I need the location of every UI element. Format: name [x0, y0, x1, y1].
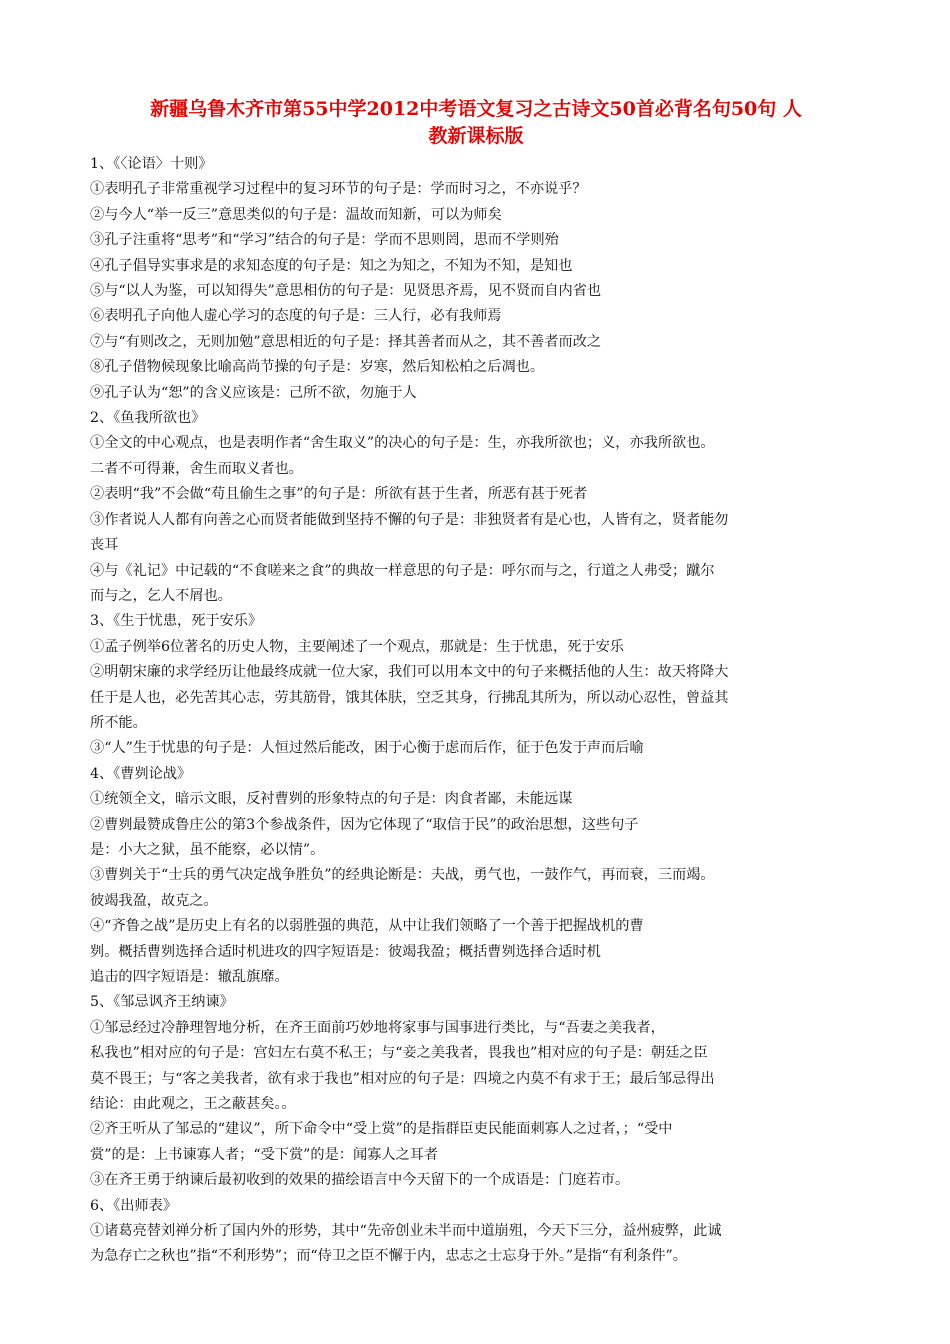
- text-line: 任于是人也，必先苦其心志，劳其筋骨，饿其体肤，空乏其身，行拂乱其所为，所以动心忍性，曾益其: [90, 689, 729, 706]
- text-line: ④“齐鲁之战”是历史上有名的以弱胜强的典范，从中让我们领略了一个善于把握战机的曹: [90, 918, 644, 935]
- text-line: ②齐王听从了邹忌的“建议”，所下命令中“受上赏”的是指群臣吏民能面刺寡人之过者，；“受中: [90, 1121, 673, 1138]
- text-line: ⑦与“有则改之，无则加勉”意思相近的句子是：择其善者而从之，其不善者而改之: [90, 333, 602, 350]
- text-line: ①统领全文，暗示文眼，反衬曹刿的形象特点的句子是：肉食者鄙，未能远谋: [90, 791, 573, 808]
- text-line: 刿。概括曹刿选择合适时机进攻的四字短语是：彼竭我盈；概括曹刿选择合适时机: [90, 943, 601, 960]
- text-line: 追击的四字短语是：辙乱旗靡。: [90, 969, 289, 985]
- text-line: 为急存亡之秋也”指“不利形势”；而“侍卫之臣不懈于内，忠志之士忘身于外。”是指“有利条件”。: [90, 1248, 687, 1265]
- text-line: ②曹刿最赞成鲁庄公的第3个参战条件，因为它体现了“取信于民”的政治思想，这些句子: [90, 816, 639, 833]
- document-page: [90, 96, 862, 1270]
- text-line: ③“人”生于忧患的句子是：人恒过然后能改，困于心衡于虑而后作，征于色发于声而后喻: [90, 740, 644, 757]
- text-line: ①孟子例举6位著名的历史人物，主要阐述了一个观点，那就是：生于忧患，死于安乐: [90, 638, 624, 655]
- text-line: ③在齐王勇于纳谏后最初收到的效果的描绘语言中今天留下的一个成语是：门庭若市。: [90, 1172, 630, 1189]
- text-line: ⑧孔子借物候现象比喻高尚节操的句子是：岁寒，然后知松柏之后凋也。: [90, 359, 545, 376]
- text-line: ⑨孔子认为“恕”的含义应该是：己所不欲，勿施于人: [90, 384, 417, 401]
- text-line: 赏”的是：上书谏寡人者；“受下赏”的是：闻寡人之耳者: [90, 1146, 439, 1163]
- text-line: ①诸葛亮替刘禅分析了国内外的形势，其中“先帝创业未半而中道崩殂，今天下三分，益州疲弊，此诚: [90, 1223, 722, 1240]
- text-line: 二者不可得兼，舍生而取义者也。: [90, 460, 303, 477]
- text-line: 而与之，乞人不屑也。: [90, 587, 232, 604]
- text-line: ①表明孔子非常重视学习过程中的复习环节的句子是：学而时习之，不亦说乎？: [90, 181, 587, 198]
- text-line: 5、《邹忌讽齐王纳谏》: [90, 994, 234, 1011]
- text-line: ③作者说人人都有向善之心而贤者能做到坚持不懈的句子是：非独贤者有是心也，人皆有之，贤者能勿: [90, 511, 729, 528]
- text-line: 2、《鱼我所欲也》: [90, 410, 206, 427]
- text-line: 结论：由此观之，王之蔽甚矣。。: [90, 1096, 296, 1113]
- text-line: 彼竭我盈，故克之。: [90, 892, 218, 909]
- title-line-2: 教新课标版: [428, 125, 524, 147]
- text-line: ⑥表明孔子向他人虚心学习的态度的句子是：三人行，必有我师焉: [90, 308, 502, 325]
- text-line: 是：小大之狱，虽不能察，必以情”。: [90, 841, 325, 858]
- text-line: ②与今人“举一反三”意思类似的句子是：温故而知新，可以为师矣: [90, 206, 502, 223]
- document-title: [90, 96, 862, 150]
- text-line: ③曹刿关于“士兵的勇气决定战争胜负”的经典论断是：夫战，勇气也，一鼓作气，再而衰，三而竭。: [90, 867, 715, 884]
- document-body: [90, 152, 862, 1270]
- text-line: ①全文的中心观点，也是表明作者“舍生取义”的决心的句子是：生，亦我所欲也；义，亦我所欲也。: [90, 435, 715, 452]
- text-line: ④孔子倡导实事求是的求知态度的句子是：知之为知之，不知为不知，是知也: [90, 257, 573, 274]
- text-line: 丧耳: [90, 537, 119, 554]
- text-line: ③孔子注重将“思考”和“学习”结合的句子是：学而不思则罔，思而不学则殆: [90, 232, 559, 249]
- text-line: 3、《生于忧患，死于安乐》: [90, 613, 263, 630]
- text-line: ②明朝宋廉的求学经历让他最终成就一位大家，我们可以用本文中的句子来概括他的人生：故天将降大: [90, 664, 729, 681]
- text-line: ②表明“我”不会做“苟且偷生之事”的句子是：所欲有甚于生者，所恶有甚于死者: [90, 486, 588, 503]
- title-line-1: 新疆乌鲁木齐市第55中学2012中考语文复习之古诗文50首必背名句50句 人: [150, 98, 802, 120]
- text-line: 4、《曹刿论战》: [90, 765, 192, 782]
- text-line: ⑤与“以人为鉴，可以知得失”意思相仿的句子是：见贤思齐焉，见不贤而自内省也: [90, 283, 602, 300]
- text-line: 莫不畏王；与“客之美我者，欲有求于我也”相对应的句子是：四境之内莫不有求于王；最后邹忌得出: [90, 1070, 715, 1087]
- text-line: ④与《礼记》中记载的“不食嗟来之食”的典故一样意思的句子是：呼尔而与之，行道之人弗受；蹴尔: [90, 562, 715, 579]
- text-line: 1、《〈论语〉十则》: [90, 156, 213, 172]
- text-line: 私我也”相对应的句子是：宫妇左右莫不私王；与“妾之美我者，畏我也”相对应的句子是：朝廷之臣: [90, 1045, 708, 1062]
- text-line: 6、《出师表》: [90, 1197, 178, 1214]
- text-line: 所不能。: [90, 714, 147, 731]
- text-line: ①邹忌经过冷静理智地分析，在齐王面前巧妙地将家事与国事进行类比，与“吾妻之美我者，: [90, 1019, 665, 1036]
